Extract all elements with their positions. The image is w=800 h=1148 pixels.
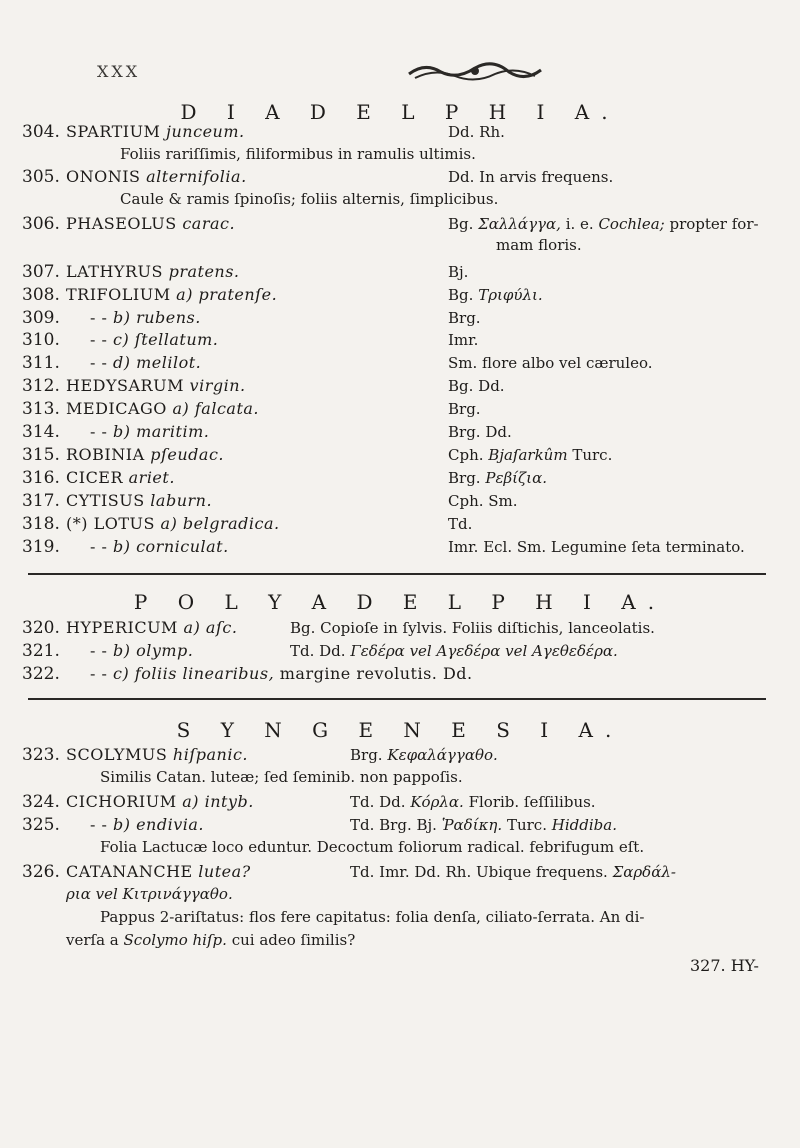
note-304: Foliis rariſſimis, filiformibus in ramulis ultimis. bbox=[120, 145, 476, 163]
section-title-polyadelphia: P O L Y A D E L P H I A. bbox=[133, 590, 667, 614]
section-title-diadelphia: D I A D E L P H I A. bbox=[180, 100, 620, 124]
note-323: Similis Catan. luteæ; ſed ſeminib. non pappoſis. bbox=[100, 768, 463, 786]
note-326-greek: ρια vel Κιτρινάγγαθο. bbox=[66, 885, 233, 903]
note-326: Pappus 2-ariſtatus: flos fere capitatus: folia denſa, ciliato-ſerrata. An di- bbox=[100, 908, 645, 926]
section-divider bbox=[28, 573, 766, 575]
note-306: mam floris. bbox=[496, 236, 582, 254]
note-325: Folia Lactucæ loco eduntur. Decoctum foliorum radical. febrifugum eſt. bbox=[100, 838, 645, 856]
note-326-cont: verſa a Scolymo hiſp. cui adeo ſimilis? bbox=[66, 931, 356, 949]
catchword: 327. HY- bbox=[690, 956, 759, 975]
note-305: Caule & ramis ſpinoſis; foliis alternis, ſimplicibus. bbox=[120, 190, 499, 208]
section-divider bbox=[28, 698, 766, 700]
printer-ornament bbox=[405, 58, 545, 84]
document-page: XXX D I A D E L P H I A. 304. SPARTIUM junceum. Dd. Rh. Foliis rariſſimis, filiformibus in ramulis ultimis. 305. ONONIS alternifolia. Dd. In arvis frequens. Caule & ramis ſpinoſis; foliis alternis, ſimplicibus. 306. PHASEOLUS carac. Bg. Σαλλάγγα, i. e. Cochlea; propter for- mam floris. 307. LATHYRUS pratens. Bj. 308. TRIFOLIUM a) pratenſe. Bg. Τριφύλι. 309. - - b) rubens. Brg. 310. - - c) ſtellatum. Imr. 311. - - d) melilot. Sm. flore albo vel cæruleo. 312. HEDYSARUM virgin. Bg. Dd. 313. MEDICAGO a) falcata. Brg. 314. - - b) maritim. Brg. Dd. 315. ROBINIA pſeudac. Cph. Bjaſarkûm Turc. 316. CICER ariet. Brg. Ρεβίζια. 317. CYTISUS laburn. Cph. Sm. 318. (*) LOTUS a) belgradica. Td. 319. - - b) corniculat. Imr. Ecl. Sm. Legumine ſeta terminato. P O L Y A D E L P H I A. 320. HYPERICUM a) aſc. Bg. Copioſe in ſylvis. Foliis diſtichis, lanceolatis. 321. - - b) olymp. Td. Dd. Γεδέρα vel Αγεδέρα vel Αγεθεδέρα. 322. - - c) foliis linearibus, margine revolutis. Dd. S Y N G E N E S I A. 323. SCOLYMUS hiſpanic. Brg. Κεφαλάγγαθο. Similis Catan. luteæ; ſed ſeminib. non pappoſis. 324. CICHORIUM a) intyb. Td. Dd. Κόρλα. Florib. ſeſſilibus. 325. - - b) endivia. Td. Brg. Bj. Ῥαδίκη. Turc. Hiddiba. Folia Lactucæ loco eduntur. Decoctum foliorum radical. febrifugum eſt. 326. CATANANCHE lutea? Td. Imr. Dd. Rh. Ubique frequens. Σαρδάλ- ρια vel Κιτρινάγγαθο. Pappus 2-ariſtatus: flos fere capitatus: folia denſa, ciliato-ſerrata. An di- verſa a Scolymo hiſp. cui adeo ſimilis? 327. HY- bbox=[0, 0, 800, 1148]
section-title-syngenesia: S Y N G E N E S I A. bbox=[176, 718, 624, 742]
page-number: XXX bbox=[97, 62, 141, 81]
